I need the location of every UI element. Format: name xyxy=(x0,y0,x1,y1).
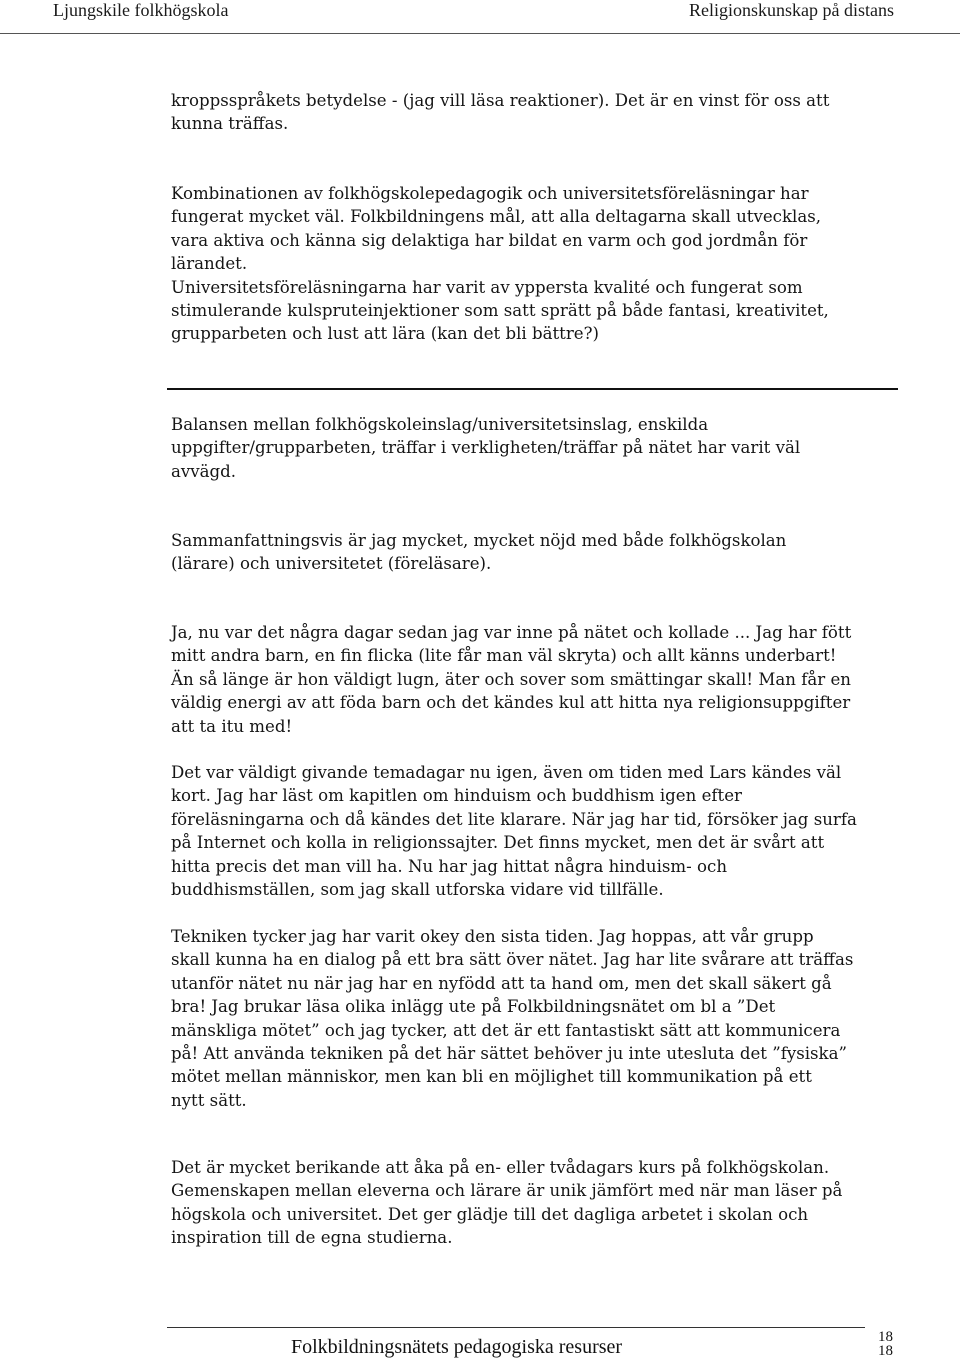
header-divider xyxy=(0,33,960,34)
paragraph-technology: Tekniken tycker jag har varit okey den sista tiden. Jag hoppas, att vår grupp skall kunna ha en dialog på ett bra sätt över nätet. Jag har lite svårare att träffas utanför nätet nu när jag har en nyfödd att ta hand om, men det skall säkert gå bra! Jag brukar läsa olika inlägg ute på Folkbildningsnätet om bl a ”Det mänskliga mötet” och jag tycker, att det är ett fantastiskt sätt att kommunicera på! Att använda tekniken på det här sättet behöver ju inte utesluta det ”fysiska” mötet mellan människor, men kan bli en möjlighet till kommunikation på ett nytt sätt. xyxy=(171,927,854,1110)
page-number-repeat: 18 xyxy=(878,1343,893,1359)
page-number: 18 xyxy=(878,1329,893,1345)
paragraph-body-language: kroppsspråkets betydelse - (jag vill läsa reaktioner). Det är en vinst för oss att kunna träffas. xyxy=(171,91,830,134)
footer-title: Folkbildningsnätets pedagogiska resurser xyxy=(291,1336,623,1358)
paragraph-theme-days: Det var väldigt givande temadagar nu igen, även om tiden med Lars kändes väl kort. Jag har läst om kapitlen om hinduism och buddhism igen efter föreläsningarna och då kändes det lite klarare. När jag har tid, försöker jag surfa på Internet och kolla in religionssajter. Det finns mycket, men det är svårt att hitta precis det man vill ha. Nu har jag hittat några hinduism- och buddhismställen, som jag skall utforska vidare vid tillfälle. xyxy=(171,763,857,900)
header-course-title: Religionskunskap på distans xyxy=(689,0,894,20)
section-separator xyxy=(167,388,898,390)
paragraph-new-baby: Ja, nu var det några dagar sedan jag var inne på nätet och kollade ... Jag har fött mitt andra barn, en fin flicka (lite får man väl skryta) och allt känns underbart! Än så länge är hon väldigt lugn, äter och sover som smättingar skall! Man får en väldig energi av att föda barn och det kändes kul att hitta nya religionsuppgifter att ta itu med! xyxy=(171,623,852,736)
paragraph-enriching-courses: Det är mycket berikande att åka på en- eller tvådagars kurs på folkhögskolan. Gemenskapen mellan eleverna och lärare är unik jämfört med när man läser på högskola och universitet. Det ger glädje till det dagliga arbetet i skolan och inspiration till de egna studierna. xyxy=(171,1158,843,1248)
page-header xyxy=(0,0,960,40)
paragraph-combination-pedagogy: Kombinationen av folkhögskolepedagogik och universitetsföreläsningar har fungerat mycket väl. Folkbildningens mål, att alla deltagarna skall utvecklas, vara aktiva och känna sig delaktiga har bildat en varm och god jordmån för lärandet. Universitetsföreläsningarna har varit av yppersta kvalité och fungerat som stimulerande kulspruteinjektioner som satt sprätt på både fantasi, kreativitet, grupparbeten och lust att lära (kan det bli bättre?) xyxy=(171,184,829,344)
footer-divider xyxy=(167,1327,865,1328)
paragraph-balance: Balansen mellan folkhögskoleinslag/universitetsinslag, enskilda uppgifter/grupparbeten, träffar i verkligheten/träffar på nätet har varit väl avvägd. xyxy=(171,415,801,481)
paragraph-summary: Sammanfattningsvis är jag mycket, mycket nöjd med både folkhögskolan (lärare) och universitetet (föreläsare). xyxy=(171,531,787,574)
header-school-name: Ljungskile folkhögskola xyxy=(53,0,229,20)
